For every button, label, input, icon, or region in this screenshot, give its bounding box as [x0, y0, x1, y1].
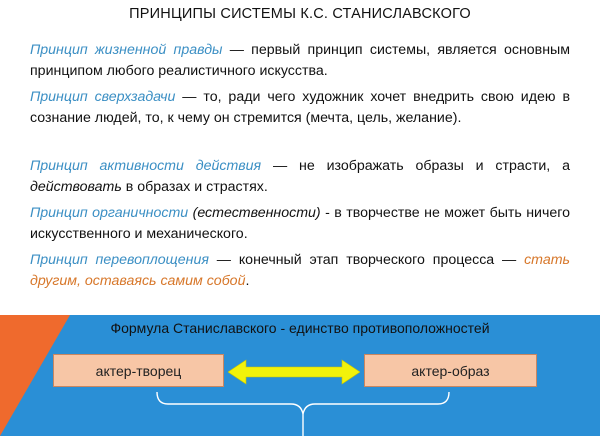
principle-text: — не изображать образы и страсти, а: [261, 158, 570, 174]
principle-term: Принцип активности действия: [30, 158, 262, 174]
principle-term: Принцип сверхзадачи: [30, 89, 176, 105]
principle-text-end: в образах и страстях.: [121, 179, 268, 195]
principle-transformation: [30, 250, 570, 292]
principle-parenthetical: (естественности): [188, 205, 321, 221]
formula-label: Формула Станиславского: [110, 320, 277, 336]
principle-active-action: [30, 156, 570, 198]
double-arrow-icon: [228, 359, 360, 385]
principle-text-end: .: [245, 273, 250, 289]
principle-emphasis: действовать: [30, 179, 122, 195]
principle-text: — конечный этап творческого процесса —: [208, 252, 525, 268]
formula-text: - единство противоположностей: [276, 320, 490, 336]
brace-decoration: [156, 392, 450, 436]
actor-creator-box: актер-творец: [53, 354, 224, 387]
principle-term: Принцип перевоплощения: [30, 252, 209, 268]
actor-image-box: актер-образ: [364, 354, 537, 387]
principle-life-truth: [30, 40, 570, 82]
formula-heading: [0, 320, 600, 336]
principle-term: Принцип органичности: [30, 205, 189, 221]
page-title: ПРИНЦИПЫ СИСТЕМЫ К.С. СТАНИСЛАВСКОГО: [129, 6, 471, 22]
principle-text: — то, ради чего художник хочет внедрить свою идею в сознание людей, то, к чему он стремится (мечта, цель, желание).: [30, 89, 570, 126]
principle-organic: [30, 203, 570, 245]
principle-text: — первый принцип системы, является основным принципом любого реалистичного искусства.: [30, 42, 570, 79]
principle-emphasis: стать другим, оставаясь самим собой: [30, 252, 570, 289]
principle-text: - в творчестве не может быть ничего искусственного и механического.: [30, 205, 571, 242]
principle-term: Принцип жизненной правды: [30, 42, 223, 58]
principle-super-task: [30, 87, 570, 129]
